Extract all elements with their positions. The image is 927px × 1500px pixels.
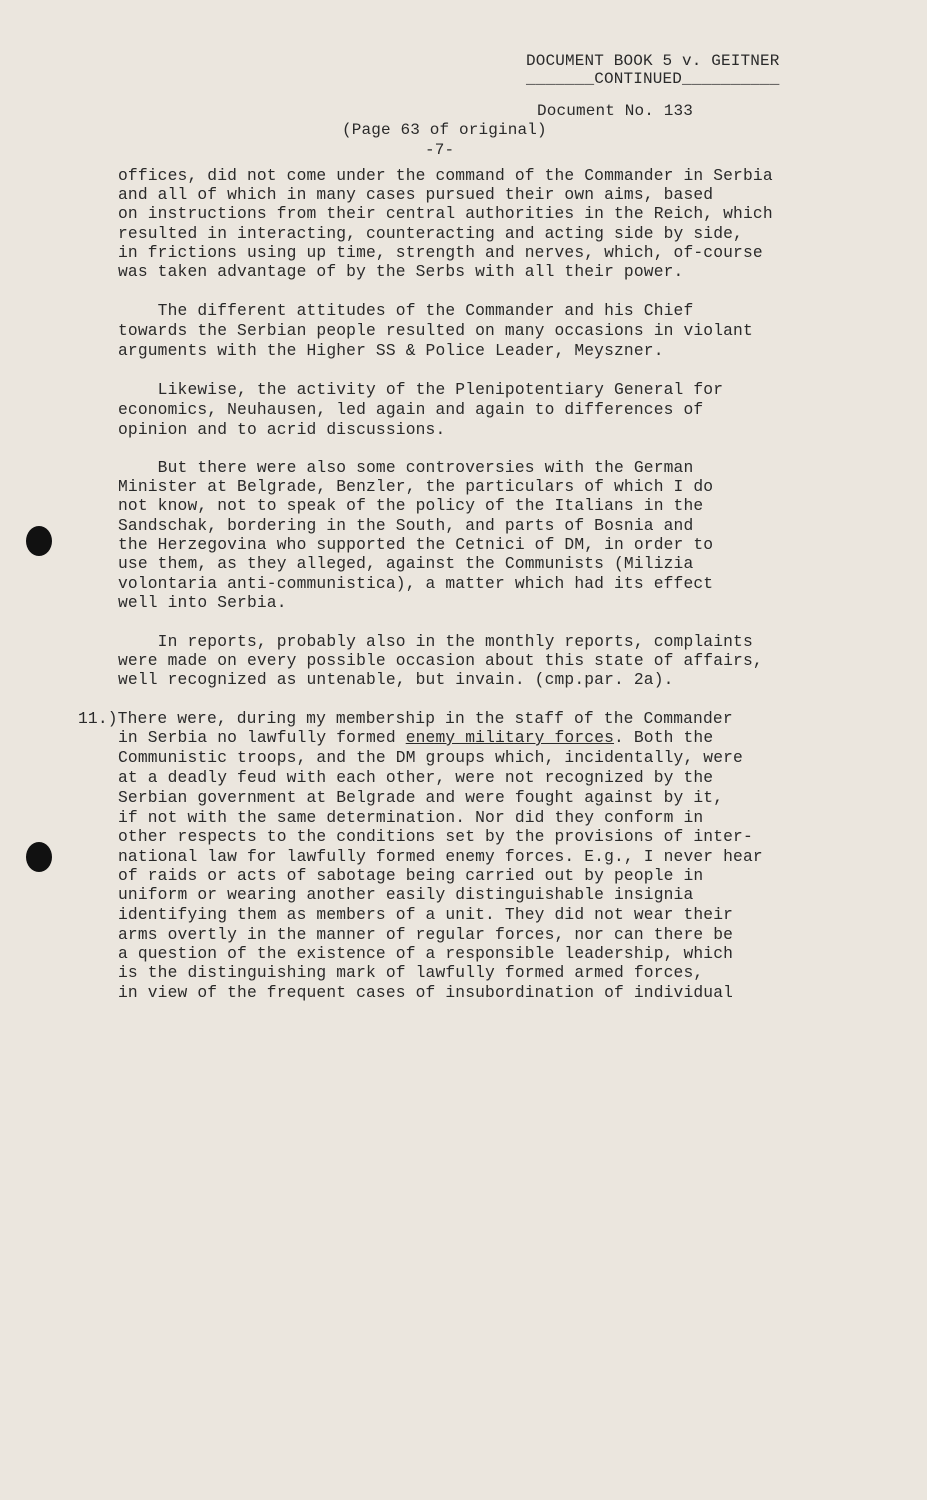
text-line: use them, as they alleged, against the Communists (Milizia (118, 554, 694, 573)
text-line: and all of which in many cases pursued their own aims, based (118, 185, 714, 204)
page-number: -7- (425, 141, 455, 159)
text-line: towards the Serbian people resulted on many occasions in violant (118, 321, 753, 340)
text-line: opinion and to acrid discussions. (118, 420, 446, 439)
text-line: arms overtly in the manner of regular forces, nor can there be (118, 925, 734, 944)
text-line: were made on every possible occasion about this state of affairs, (118, 651, 763, 670)
text-line: was taken advantage of by the Serbs with all their power. (118, 262, 684, 281)
text-line: offices, did not come under the command of the Commander in Serbia (118, 166, 773, 185)
text-line: the Herzegovina who supported the Cetnici of DM, in order to (118, 535, 714, 554)
document-number: Document No. 133 (537, 102, 694, 120)
text-line: national law for lawfully formed enemy forces. E.g., I never hear (118, 847, 763, 866)
text-line: resulted in interacting, counteracting and acting side by side, (118, 224, 743, 243)
text-line: uniform or wearing another easily distinguishable insignia (118, 885, 694, 904)
text-line: in view of the frequent cases of insubordination of individual (118, 983, 734, 1002)
punch-hole-mark (26, 842, 52, 872)
text-line: Serbian government at Belgrade and were fought against by it, (118, 788, 724, 807)
document-book-title: DOCUMENT BOOK 5 v. GEITNER (526, 52, 780, 70)
text-line (118, 728, 713, 748)
text-fragment: . Both the (614, 728, 714, 747)
text-line: not know, not to speak of the policy of the Italians in the (118, 496, 704, 515)
continued-label: _______CONTINUED__________ (526, 70, 780, 88)
underlined-phrase: enemy military forces (405, 728, 615, 747)
punch-hole-mark (26, 526, 52, 556)
text-line: The different attitudes of the Commander and his Chief (118, 301, 694, 320)
text-line: Likewise, the activity of the Plenipotentiary General for (118, 380, 724, 399)
text-line: arguments with the Higher SS & Police Leader, Meyszner. (118, 341, 664, 360)
text-line: on instructions from their central authorities in the Reich, which (118, 204, 773, 223)
text-line: is the distinguishing mark of lawfully formed armed forces, (118, 963, 704, 982)
text-line: But there were also some controversies with the German (118, 458, 694, 477)
text-line: well recognized as untenable, but invain. (cmp.par. 2a). (118, 670, 674, 689)
text-line: other respects to the conditions set by the provisions of inter- (118, 827, 753, 846)
text-fragment: in Serbia no lawfully formed (118, 728, 406, 747)
text-line: at a deadly feud with each other, were not recognized by the (118, 768, 714, 787)
page-reference: (Page 63 of original) (342, 121, 547, 139)
text-line: identifying them as members of a unit. They did not wear their (118, 905, 734, 924)
text-line: In reports, probably also in the monthly reports, complaints (118, 632, 753, 651)
text-line: 11.)There were, during my membership in the staff of the Commander (78, 709, 733, 728)
text-line: if not with the same determination. Nor did they conform in (118, 808, 704, 827)
text-line: a question of the existence of a responsible leadership, which (118, 944, 734, 963)
text-line: well into Serbia. (118, 593, 287, 612)
text-line: Communistic troops, and the DM groups which, incidentally, were (118, 748, 743, 767)
text-line: Minister at Belgrade, Benzler, the particulars of which I do (118, 477, 714, 496)
text-line: volontaria anti-communistica), a matter which had its effect (118, 574, 714, 593)
text-line: economics, Neuhausen, led again and again to differences of (118, 400, 704, 419)
text-line: Sandschak, bordering in the South, and parts of Bosnia and (118, 516, 694, 535)
text-line: of raids or acts of sabotage being carried out by people in (118, 866, 704, 885)
text-line: in frictions using up time, strength and nerves, which, of-course (118, 243, 763, 262)
